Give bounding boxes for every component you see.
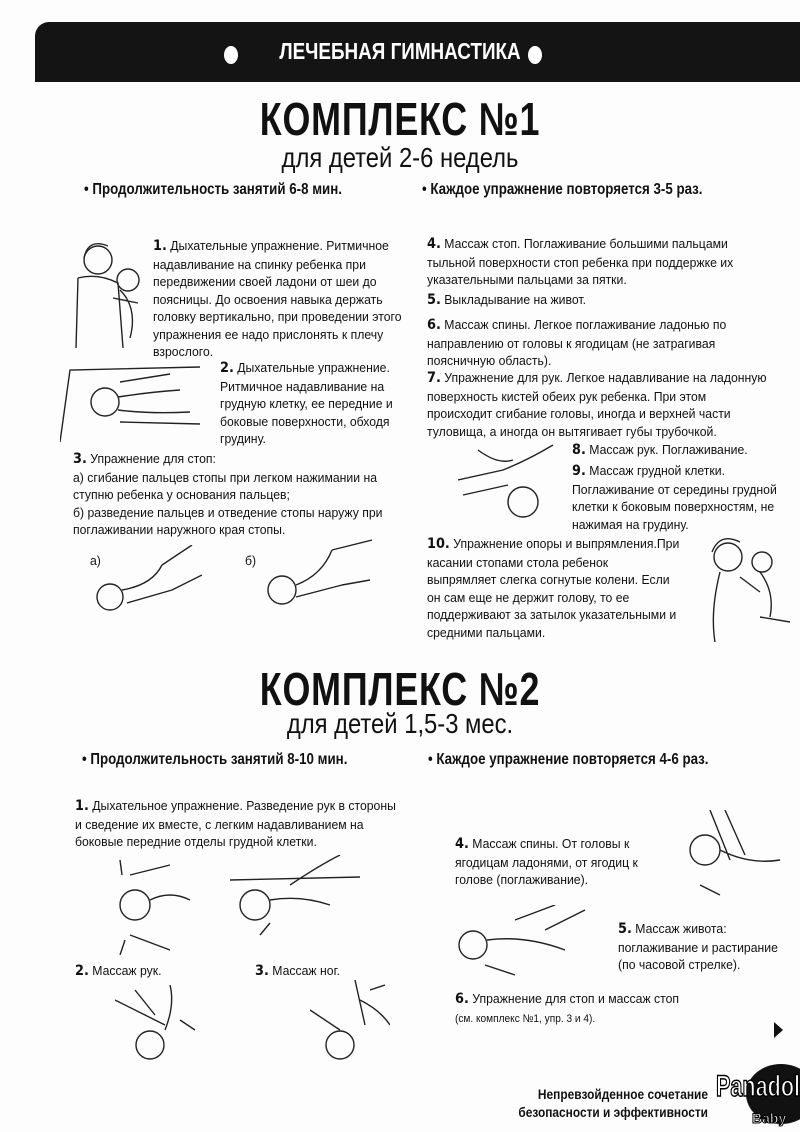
c1-item-1: 1. Дыхательные упражнение. Ритмичное надавливание на спинку ребенка при передвижении своей ладони от шеи до поясницы. До освоения навыка держать головку вертикально, при проведении этого упражнения ее надо прислонять к плечу взрослого.	[153, 238, 402, 359]
baby-chest-press-illustration	[60, 362, 220, 447]
c1-item-9: 9. Массаж грудной клетки. Поглаживание от середины грудной клетки к боковым поверхностям, не нажимая на грудину.	[572, 463, 777, 532]
belly-massage-illustration	[455, 905, 590, 980]
arm-massage-2-illustration	[115, 985, 195, 1065]
complex1-subtitle: для детей 2-6 недель	[281, 142, 519, 173]
panadol-baby-logo: Panadol Baby	[716, 1066, 800, 1132]
c1-item-4: 4. Массаж стоп. Поглаживание большими пальцами тыльной поверхности стоп ребенка при поддержке их указательными пальцами за пятки.	[427, 236, 734, 287]
baby-feet-exercise-a-illustration	[92, 545, 202, 617]
c2-item-2: 2. Массаж рук.	[75, 963, 162, 979]
header-title: ЛЕЧЕБНАЯ ГИМНАСТИКА	[279, 38, 521, 64]
complex2-title: КОМПЛЕКС №2	[259, 663, 541, 715]
label-b: б)	[245, 553, 257, 568]
mother-supporting-baby-illustration	[700, 532, 795, 642]
c1-item-8: 8. Массаж рук. Поглаживание.	[572, 442, 748, 458]
c2-item-4: 4. Массаж спины. От головы к ягодицам ладонями, от ягодиц к голове (поглаживание).	[455, 836, 638, 887]
c1-item-6: 6. Массаж спины. Легкое поглаживание ладонью по направлению от головы к ягодицам (не затрагивая поясничную область).	[427, 317, 727, 368]
complex2-repeat: • Каждое упражнение повторяется 4-6 раз.	[428, 751, 709, 768]
mother-holding-baby-illustration	[68, 238, 153, 353]
c1-item-10: 10. Упражнение опоры и выпрямления.При касании стопами стола ребенок выпрямляет слегка согнутые колени. Если он сам еще не держит голову, то ее поддерживают за затылок указательными и средними пальцами.	[427, 536, 680, 640]
footer-slogan: Непревзойденное сочетание безопасности и эффективности	[518, 1086, 708, 1120]
c1-item-7: 7. Упражнение для рук. Легкое надавливание на ладонную поверхность кистей обеих рук ребенка. При этом происходит сгибание головы, иногда и верхней части туловища, а иногда он вытягивает губы трубочкой.	[427, 370, 767, 439]
breathing-exercise-b-illustration	[230, 855, 360, 940]
punch-hole	[224, 46, 238, 64]
label-a: а)	[90, 553, 101, 568]
next-page-arrow-icon	[774, 1022, 783, 1038]
complex1-title: КОМПЛЕКС №1	[259, 93, 541, 145]
breathing-exercise-a-illustration	[110, 860, 220, 955]
arm-massage-illustration	[458, 440, 568, 525]
c1-item-2: 2. Дыхательные упражнение. Ритмичное надавливание на грудную клетку, ее передние и боковые поверхности, обходя грудину.	[220, 360, 393, 446]
c2-item-5: 5. Массаж живота: поглаживание и растирание (по часовой стрелке).	[618, 921, 778, 972]
complex1-repeat: • Каждое упражнение повторяется 3-5 раз.	[422, 181, 703, 198]
complex2-subtitle: для детей 1,5-3 мес.	[286, 708, 514, 739]
back-massage-illustration	[680, 810, 790, 900]
c2-item-6: 6. Упражнение для стоп и массаж стоп (см. комплекс №1, упр. 3 и 4).	[455, 991, 680, 1025]
complex2-duration: • Продолжительность занятий 8-10 мин.	[82, 751, 348, 768]
complex1-duration: • Продолжительность занятий 6-8 мин.	[84, 181, 343, 198]
c1-item-5: 5. Выкладывание на живот.	[427, 292, 587, 308]
baby-feet-exercise-b-illustration	[262, 535, 372, 610]
c2-item-3: 3. Массаж ног.	[255, 963, 340, 979]
punch-hole	[528, 46, 542, 64]
c1-item-3: 3. Упражнение для стоп: а) сгибание пальцев стопы при легком нажимании на ступню ребенка у основания пальцев; б) разведение пальцев и отведение стопы наружу при поглаживании наружного края стопы.	[73, 451, 383, 537]
c2-item-1: 1. Дыхательное упражнение. Разведение рук в стороны и сведение их вместе, с легким надавливанием на боковые передние отделы грудной клетки.	[75, 798, 396, 849]
leg-massage-illustration	[310, 980, 390, 1068]
